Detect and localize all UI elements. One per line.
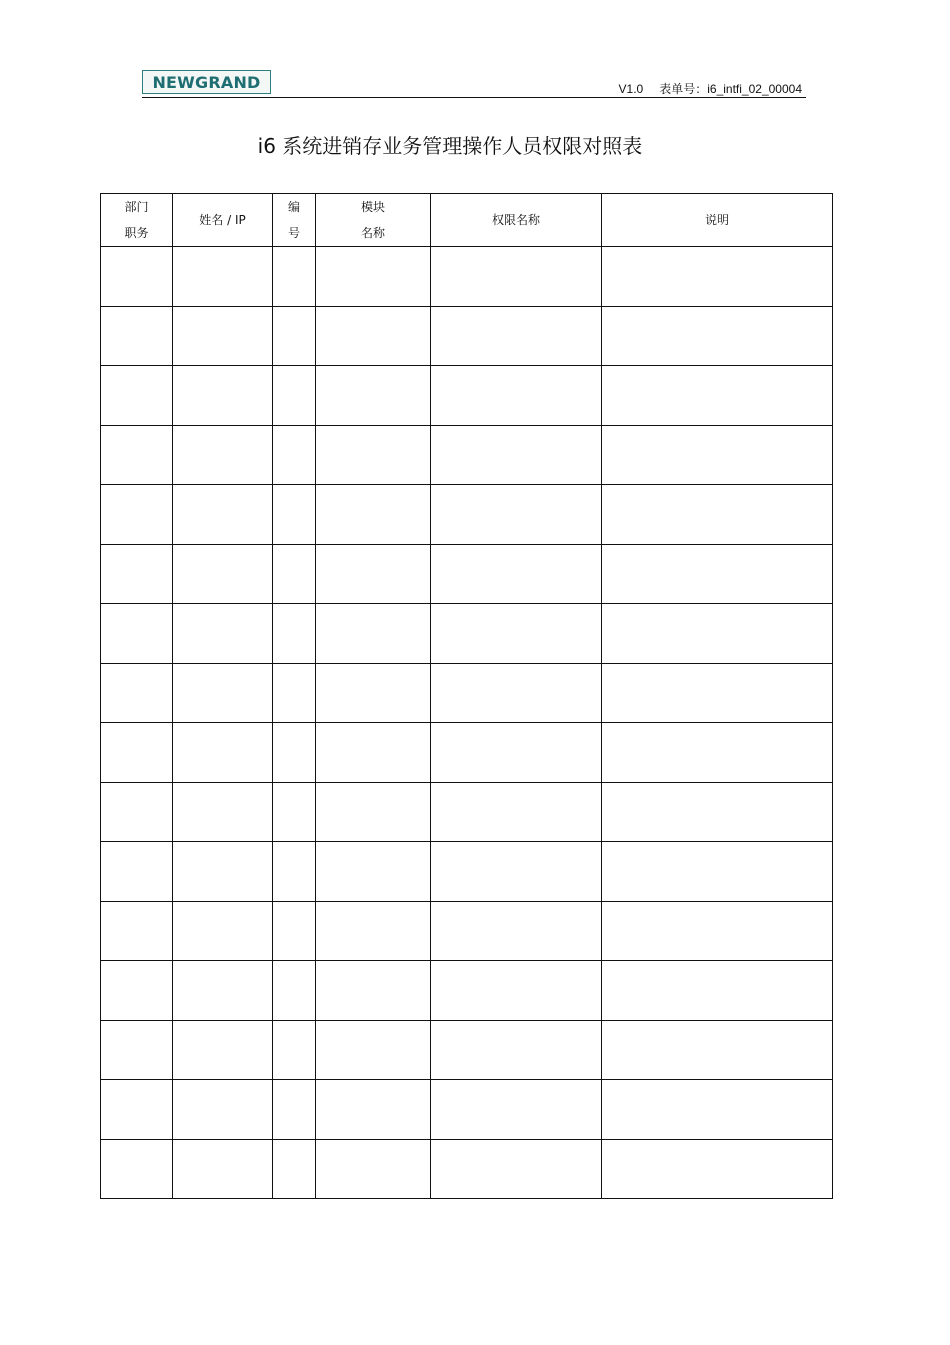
table-cell[interactable] <box>173 604 273 664</box>
table-cell[interactable] <box>602 247 833 307</box>
table-cell[interactable] <box>431 604 602 664</box>
table-cell[interactable] <box>173 901 273 961</box>
table-cell[interactable] <box>173 425 273 485</box>
table-cell[interactable] <box>602 485 833 545</box>
table-cell[interactable] <box>273 1020 316 1080</box>
table-cell[interactable] <box>173 961 273 1021</box>
table-cell[interactable] <box>173 1080 273 1140</box>
permission-table <box>100 193 833 1199</box>
table-body <box>101 247 833 1199</box>
table-header-row <box>101 194 833 247</box>
table-cell[interactable] <box>273 901 316 961</box>
table-cell[interactable] <box>602 366 833 426</box>
document-title: i6 系统进销存业务管理操作人员权限对照表 <box>257 134 643 158</box>
table-cell[interactable] <box>273 604 316 664</box>
table-cell[interactable] <box>316 961 431 1021</box>
table-cell[interactable] <box>431 663 602 723</box>
table-cell[interactable] <box>431 842 602 902</box>
table-cell[interactable] <box>101 1020 173 1080</box>
table-cell[interactable] <box>173 544 273 604</box>
table-cell[interactable] <box>316 306 431 366</box>
table-cell[interactable] <box>173 782 273 842</box>
table-cell[interactable] <box>273 544 316 604</box>
table-cell[interactable] <box>602 723 833 783</box>
table-row <box>101 723 833 783</box>
table-row <box>101 1139 833 1199</box>
table-cell[interactable] <box>316 425 431 485</box>
table-cell[interactable] <box>602 901 833 961</box>
col-header-name-ip: 姓名 / IP <box>173 194 273 247</box>
table-cell[interactable] <box>101 544 173 604</box>
table-cell[interactable] <box>101 1139 173 1199</box>
table-cell[interactable] <box>602 782 833 842</box>
table-cell[interactable] <box>602 842 833 902</box>
table-row <box>101 663 833 723</box>
table-cell[interactable] <box>101 663 173 723</box>
newgrand-logo <box>142 70 271 94</box>
table-row <box>101 544 833 604</box>
table-cell[interactable] <box>431 544 602 604</box>
table-cell[interactable] <box>316 782 431 842</box>
table-cell[interactable] <box>316 544 431 604</box>
table-cell[interactable] <box>316 1020 431 1080</box>
col-header-permission: 权限名称 <box>431 194 602 247</box>
table-cell[interactable] <box>316 663 431 723</box>
table-cell[interactable] <box>101 842 173 902</box>
table-cell[interactable] <box>431 901 602 961</box>
table-cell[interactable] <box>431 366 602 426</box>
table-cell[interactable] <box>173 306 273 366</box>
table-cell[interactable] <box>273 842 316 902</box>
table-cell[interactable] <box>316 842 431 902</box>
table-cell[interactable] <box>316 1139 431 1199</box>
table-cell[interactable] <box>316 247 431 307</box>
version-label: V1.0 <box>618 82 644 96</box>
table-row <box>101 961 833 1021</box>
table-row <box>101 485 833 545</box>
table-cell[interactable] <box>602 1080 833 1140</box>
table-cell[interactable] <box>273 961 316 1021</box>
table-cell[interactable] <box>316 1080 431 1140</box>
table-cell[interactable] <box>273 247 316 307</box>
table-row <box>101 366 833 426</box>
table-cell[interactable] <box>602 961 833 1021</box>
table-cell[interactable] <box>431 247 602 307</box>
table-cell[interactable] <box>101 366 173 426</box>
table-cell[interactable] <box>431 1020 602 1080</box>
logo-text: NEWGRAND <box>152 72 261 92</box>
table-cell[interactable] <box>431 485 602 545</box>
table-cell[interactable] <box>602 1020 833 1080</box>
table-row <box>101 604 833 664</box>
table-cell[interactable] <box>101 901 173 961</box>
table-cell[interactable] <box>273 425 316 485</box>
table-cell[interactable] <box>173 842 273 902</box>
table-cell[interactable] <box>431 1080 602 1140</box>
table-cell[interactable] <box>173 1020 273 1080</box>
table-cell[interactable] <box>602 663 833 723</box>
table-cell[interactable] <box>431 306 602 366</box>
table-cell[interactable] <box>173 366 273 426</box>
table-cell[interactable] <box>101 723 173 783</box>
table-cell[interactable] <box>273 1139 316 1199</box>
table-cell[interactable] <box>602 544 833 604</box>
table-cell[interactable] <box>101 306 173 366</box>
table-cell[interactable] <box>316 723 431 783</box>
table-cell[interactable] <box>173 723 273 783</box>
table-cell[interactable] <box>101 425 173 485</box>
table-cell[interactable] <box>316 604 431 664</box>
table-cell[interactable] <box>101 485 173 545</box>
table-cell[interactable] <box>273 782 316 842</box>
table-cell[interactable] <box>273 485 316 545</box>
table-cell[interactable] <box>316 366 431 426</box>
table-row <box>101 901 833 961</box>
table-row <box>101 1020 833 1080</box>
table-cell[interactable] <box>101 961 173 1021</box>
table-cell[interactable] <box>173 485 273 545</box>
table-cell[interactable] <box>273 306 316 366</box>
col-header-number: 编 号 <box>273 194 316 247</box>
table-cell[interactable] <box>602 306 833 366</box>
col-header-department: 部门 职务 <box>101 194 173 247</box>
table-cell[interactable] <box>431 961 602 1021</box>
table-cell[interactable] <box>431 425 602 485</box>
table-cell[interactable] <box>273 663 316 723</box>
table-row <box>101 1080 833 1140</box>
table-cell[interactable] <box>101 782 173 842</box>
table-cell[interactable] <box>431 782 602 842</box>
table-row <box>101 782 833 842</box>
col-header-module: 模块 名称 <box>316 194 431 247</box>
table-cell[interactable] <box>273 1080 316 1140</box>
table-cell[interactable] <box>602 425 833 485</box>
table-cell[interactable] <box>431 723 602 783</box>
table-cell[interactable] <box>273 723 316 783</box>
table-cell[interactable] <box>101 1080 173 1140</box>
table-cell[interactable] <box>602 1139 833 1199</box>
header-divider <box>142 97 806 98</box>
table-cell[interactable] <box>173 1139 273 1199</box>
table-row <box>101 247 833 307</box>
table-cell[interactable] <box>316 901 431 961</box>
table-cell[interactable] <box>431 1139 602 1199</box>
table-cell[interactable] <box>173 247 273 307</box>
header-meta <box>619 80 802 97</box>
table-cell[interactable] <box>101 604 173 664</box>
table-cell[interactable] <box>602 604 833 664</box>
table-cell[interactable] <box>273 366 316 426</box>
table-cell[interactable] <box>173 663 273 723</box>
table-row <box>101 842 833 902</box>
table-cell[interactable] <box>316 485 431 545</box>
form-number-label: 表单号：i6_intfi_02_00004 <box>659 82 802 96</box>
table-cell[interactable] <box>101 247 173 307</box>
table-row <box>101 306 833 366</box>
table-row <box>101 425 833 485</box>
col-header-description: 说明 <box>602 194 833 247</box>
